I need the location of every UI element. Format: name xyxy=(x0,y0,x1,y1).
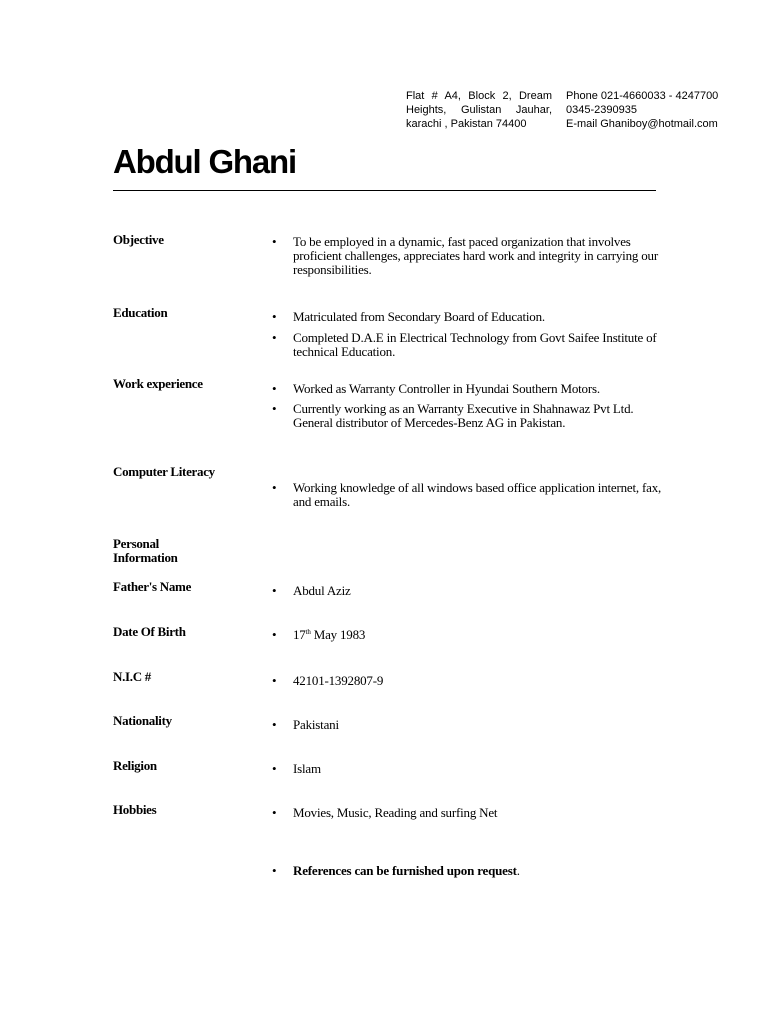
fathers-name-value: Abdul Aziz xyxy=(293,583,351,598)
section-label-computer-literacy: Computer Literacy xyxy=(113,464,215,479)
label-date-of-birth: Date Of Birth xyxy=(113,624,186,639)
bullet-icon: • xyxy=(272,234,277,249)
candidate-name: Abdul Ghani xyxy=(113,143,296,180)
date-of-birth-value xyxy=(293,628,662,642)
phone-line: Phone 021-4660033 - 4247700 xyxy=(566,90,719,102)
hobbies-item xyxy=(272,806,662,820)
bullet-icon: • xyxy=(272,330,277,345)
fathers-name-item xyxy=(272,584,662,598)
dob-month-year: May 1983 xyxy=(310,627,366,642)
section-label-work-experience: Work experience xyxy=(113,376,203,391)
label-fathers-name: Father's Name xyxy=(113,579,192,594)
mobile-line: 0345-2390935 xyxy=(566,104,637,116)
bullet-icon: • xyxy=(272,805,277,820)
references-item xyxy=(272,864,662,878)
dob-ordinal-suffix: th xyxy=(305,628,311,636)
bullet-icon: • xyxy=(272,863,277,878)
personal-label-line: Personal xyxy=(113,536,159,551)
section-label-education: Education xyxy=(113,305,168,320)
references-statement: References can be furnished upon request xyxy=(293,863,517,878)
religion-value: Islam xyxy=(293,761,321,776)
header-divider xyxy=(113,190,656,191)
bullet-icon: • xyxy=(272,480,277,495)
section-label-objective: Objective xyxy=(113,232,164,247)
bullet-icon: • xyxy=(272,761,277,776)
work-text: Currently working as an Warranty Executive in Shahnawaz Pvt Ltd. General distributor of Mercedes-Benz AG in Pakistan. xyxy=(293,401,634,430)
nationality-item xyxy=(272,718,662,732)
work-item xyxy=(272,402,662,430)
personal-label-line: Information xyxy=(113,550,178,565)
nationality-value: Pakistani xyxy=(293,717,339,732)
section-label-personal-information xyxy=(113,537,233,565)
bullet-icon: • xyxy=(272,717,277,732)
bullet-icon: • xyxy=(272,401,277,416)
dob-day: 17 xyxy=(293,627,306,642)
education-item xyxy=(272,310,662,324)
nic-value: 42101-1392807-9 xyxy=(293,673,384,688)
date-of-birth-item xyxy=(272,628,662,642)
bullet-icon: • xyxy=(272,583,277,598)
address-line: Flat # A4, Block 2, Dream xyxy=(406,90,552,102)
label-nic: N.I.C # xyxy=(113,669,151,684)
nic-item xyxy=(272,674,662,688)
bullet-icon: • xyxy=(272,673,277,688)
address-line: karachi , Pakistan 74400 xyxy=(406,118,527,130)
computer-item xyxy=(272,481,662,509)
religion-item xyxy=(272,762,662,776)
phone-email-block xyxy=(566,89,718,131)
address-block xyxy=(406,89,552,131)
objective-text: To be employed in a dynamic, fast paced organization that involves proficient challenges, appreciates hard work and integrity in carrying our responsibilities. xyxy=(293,234,658,277)
computer-text: Working knowledge of all windows based office application internet, fax, and emails. xyxy=(293,480,662,509)
bullet-icon: • xyxy=(272,381,277,396)
bullet-icon: • xyxy=(272,627,277,642)
education-item xyxy=(272,331,662,359)
label-hobbies: Hobbies xyxy=(113,802,157,817)
email-line: E-mail Ghaniboy@hotmail.com xyxy=(566,118,718,130)
label-religion: Religion xyxy=(113,758,157,773)
hobbies-value: Movies, Music, Reading and surfing Net xyxy=(293,805,498,820)
bullet-icon: • xyxy=(272,309,277,324)
education-text: Completed D.A.E in Electrical Technology from Govt Saifee Institute of technical Education. xyxy=(293,330,657,359)
address-line: Heights, Gulistan Jauhar, xyxy=(406,104,552,116)
references-period: . xyxy=(516,863,520,878)
objective-item xyxy=(272,235,662,277)
label-nationality: Nationality xyxy=(113,713,172,728)
education-text: Matriculated from Secondary Board of Education. xyxy=(293,309,545,324)
work-item xyxy=(272,382,662,396)
references-text xyxy=(293,864,662,878)
work-text: Worked as Warranty Controller in Hyundai Southern Motors. xyxy=(293,381,600,396)
